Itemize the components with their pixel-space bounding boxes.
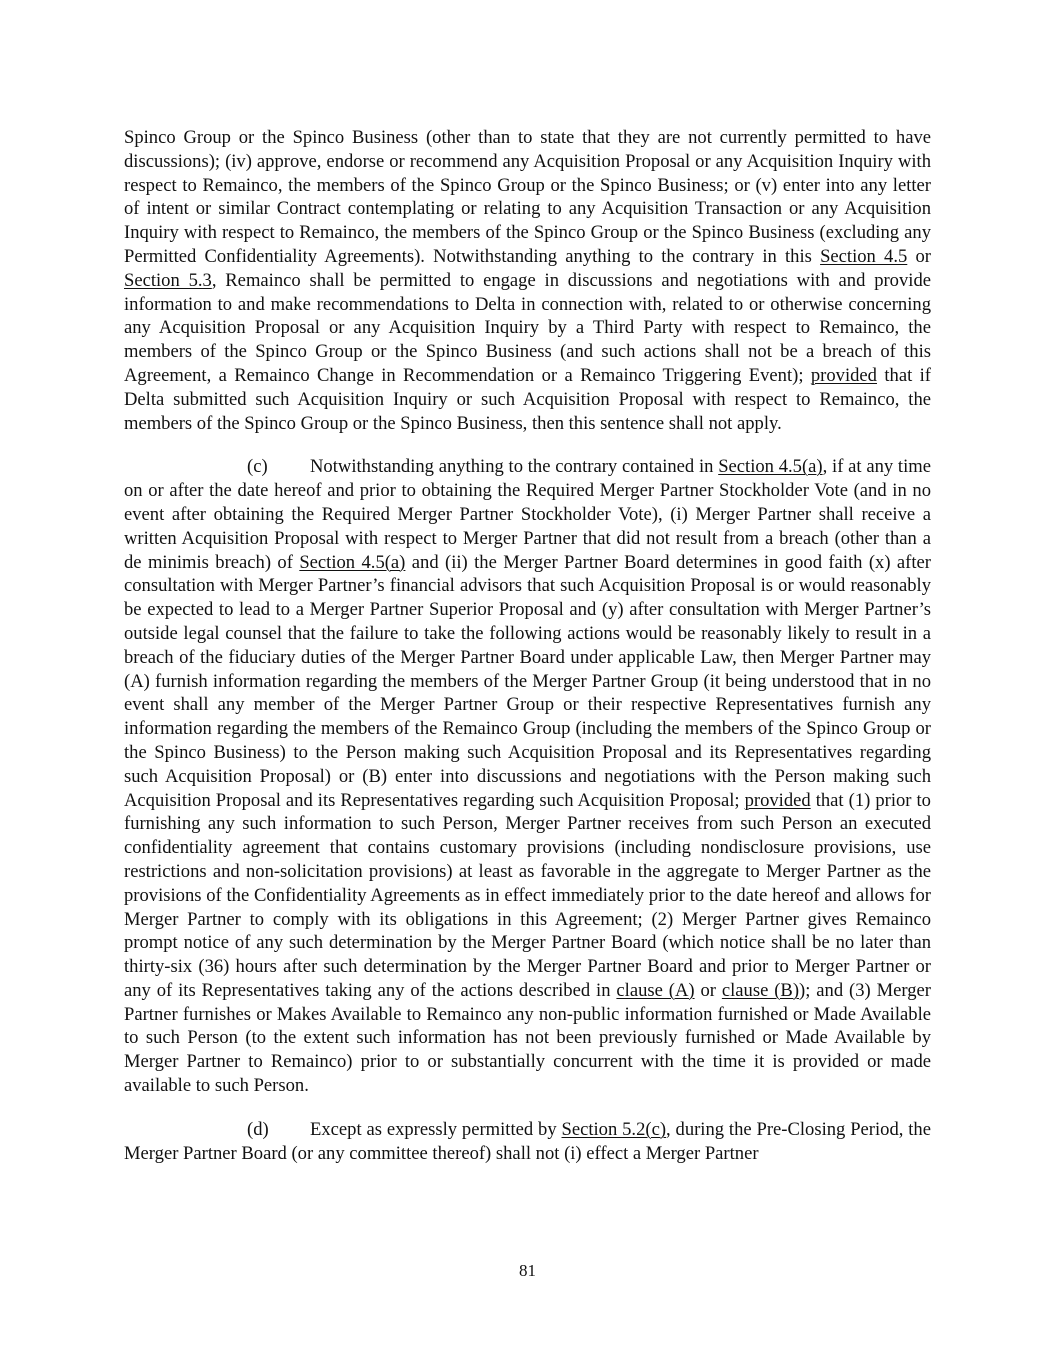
clause-label: (c): [247, 456, 268, 478]
clause-label: (d): [247, 1118, 269, 1140]
section-reference-link: Section 4.5: [820, 245, 908, 267]
section-reference-link: Section 5.2(c): [561, 1118, 667, 1140]
page-number: 81: [519, 1261, 536, 1280]
paragraph-d: [124, 1118, 931, 1166]
document-page: [124, 126, 931, 1165]
clause-reference-link: clause (B): [721, 979, 800, 1001]
text-run: that if Delta submitted such Acquisition Inquiry or such Acquisition Proposal with respect to Remainco, the members of the Spinco Group or the Spinco Business, then this sentence shall not apply.: [124, 364, 931, 434]
section-reference-link: Section 4.5(a): [718, 456, 823, 478]
text-run: , if at any time on or after the date hereof and prior to obtaining the Required Merger Partner Stockholder Vote (and in no event after obtaining the Required Merger Partner Stockholder Vote), (i) Merger Partner shall receive a written Acquisition Proposal with respect to Merger Partner that did not result from a breach (other than a de minimis breach) of: [124, 456, 931, 573]
text-run: Except as expressly permitted by: [310, 1118, 562, 1140]
text-run: Spinco Group or the Spinco Business (other than to state that they are not currently permitted to have discussions); (iv) approve, endorse or recommend any Acquisition Proposal or any Acquisition Inquiry with respect to Remainco, the members of the Spinco Group or the Spinco Business; or (v) enter into any letter of intent or similar Contract contemplating or relating to any Acquisition Transaction or any Acquisition Inquiry with respect to Remainco, the members of the Spinco Group or the Spinco Business (excluding any Permitted Confidentiality Agreements). Notwithstanding anything to the contrary in this: [124, 127, 931, 267]
text-run: and (ii) the Merger Partner Board determines in good faith (x) after consultation with Merger Partner’s financial advisors that such Acquisition Proposal is or would reasonably be expected to lead to a Merger Partner Superior Proposal and (y) after consultation with Merger Partner’s outside legal counsel that the failure to take the following actions would be reasonably likely to result in a breach of the fiduciary duties of the Merger Partner Board under applicable Law, then Merger Partner may (A) furnish information regarding the members of the Merger Partner Group (it being understood that in no event shall any member of the Merger Partner Group or their respective Representatives furnish any information regarding the members of the Remainco Group (including the members of the Spinco Group or the Spinco Business) to the Person making such Acquisition Proposal and its Representatives regarding such Acquisition Proposal) or (B) enter into discussions and negotiations with the Person making such Acquisition Proposal and its Representatives regarding such Acquisition Proposal;: [124, 551, 931, 811]
provided-term: provided: [744, 789, 811, 811]
clause-reference-link: clause (A): [616, 979, 695, 1001]
text-run: Notwithstanding anything to the contrary contained in: [310, 456, 719, 478]
paragraph-b-continuation: [124, 126, 931, 435]
paragraph-c: [124, 455, 931, 1098]
provided-term: provided: [810, 364, 877, 386]
text-run: , Remainco shall be permitted to engage in discussions and negotiations with and provide information to and make recommendations to Delta in connection with, related to or otherwise concerning any Acquisition Proposal or any Acquisition Inquiry by a Third Party with respect to Remainco, the members of the Spinco Group or the Spinco Business (and such actions shall not be a breach of this Agreement, a Remainco Change in Recommendation or a Remainco Triggering Event);: [124, 269, 931, 386]
text-run: , during the Pre-Closing Period, the Merger Partner Board (or any committee thereof) shall not (i) effect a Merger Partner: [124, 1118, 931, 1164]
text-run: ); and (3) Merger Partner furnishes or Makes Available to Remainco any non-public information furnished or Made Available to such Person (to the extent such information has not been previously furnished or Made Available by Merger Partner to Remainco) prior to or substantially concurrent with the time it is provided or made available to such Person.: [124, 979, 931, 1097]
section-reference-link: Section 4.5(a): [299, 551, 406, 573]
text-run: that (1) prior to furnishing any such information to such Person, Merger Partner receives from such Person an executed confidentiality agreement that contains customary provisions (including nondisclosure provisions, use restrictions and non-solicitation provisions) at least as favorable in the aggregate to Merger Partner as the provisions of the Confidentiality Agreements as in effect immediately prior to the date hereof and allows for Merger Partner to comply with its obligations in this Agreement; (2) Merger Partner gives Remainco prompt notice of any such determination by the Merger Partner Board (which notice shall be no later than thirty-six (36) hours after such determination by the Merger Partner Board and prior to Merger Partner or any of its Representatives taking any of the actions described in: [124, 789, 931, 1001]
text-run: or: [694, 979, 722, 1001]
text-run: or: [907, 245, 931, 267]
section-reference-link: Section 5.3: [124, 269, 212, 291]
